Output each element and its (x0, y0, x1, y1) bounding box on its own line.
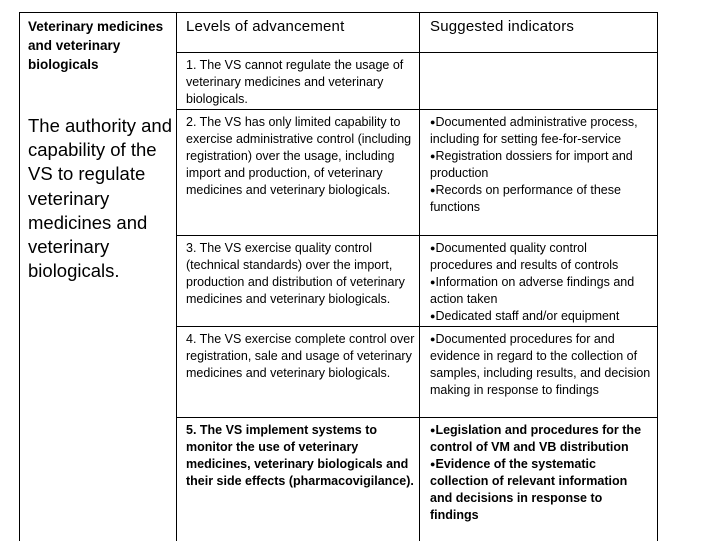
indicator-list (430, 422, 652, 523)
level-row-5 (177, 418, 657, 541)
indicator-text: Evidence of the systematic collection of relevant information and decisions in response to findings (430, 456, 628, 522)
indicator-text: Records on performance of these functions (430, 182, 621, 214)
bullet-icon: ● (430, 276, 436, 287)
indicator-list (430, 114, 652, 215)
header-row (177, 13, 657, 53)
bullet-icon: ● (430, 334, 436, 344)
assessment-table (19, 12, 658, 541)
bullet-icon: ● (430, 150, 436, 161)
indicator-item (430, 331, 652, 399)
indicator-text: Information on adverse findings and action taken (430, 274, 635, 306)
indicator-text: Registration dossiers for import and production (430, 148, 633, 180)
indicator-text: Documented quality control procedures and results of controls (430, 241, 619, 272)
level-row-2 (177, 110, 657, 236)
bullet-icon: ● (430, 117, 436, 127)
indicator-item (430, 308, 652, 325)
bullet-icon: ● (430, 458, 436, 469)
level-row-4 (177, 327, 657, 418)
bullet-icon: ● (430, 243, 436, 253)
level-text: 3. The VS exercise quality control (technical standards) over the import, production and distribution of veterinary medicines and veterinary biologicals. (186, 241, 405, 306)
indicator-item (430, 456, 652, 524)
topic-description: The authority and capability of the VS to regulate veterinary medicines and veterinary biologicals. (28, 115, 172, 282)
indicators-header: Suggested indicators (430, 18, 575, 35)
indicator-list (430, 331, 652, 399)
indicator-item (430, 114, 652, 148)
level-text: 4. The VS exercise complete control over registration, sale and usage of veterinary medicines and veterinary biologicals. (186, 332, 415, 380)
bullet-icon: ● (430, 184, 436, 195)
topic-column (20, 13, 177, 541)
indicator-text: Documented procedures for and evidence in regard to the collection of samples, including results, and decision making in response to findings (430, 332, 651, 397)
indicator-item (430, 274, 652, 308)
indicator-item (430, 182, 652, 216)
level-text: 1. The VS cannot regulate the usage of veterinary medicines and veterinary biologicals. (186, 58, 404, 106)
bullet-icon: ● (430, 310, 436, 321)
indicator-item (430, 422, 652, 456)
indicator-text: Dedicated staff and/or equipment (435, 308, 620, 323)
indicator-item (430, 148, 652, 182)
level-row-1 (177, 53, 657, 110)
topic-heading: Veterinary medicines and veterinary biologicals (28, 19, 164, 72)
level-text: 5. The VS implement systems to monitor the use of veterinary medicines, veterinary biologicals and their side effects (pharmacovigilance). (186, 423, 414, 488)
indicator-list (430, 240, 652, 325)
indicator-text: Legislation and procedures for the control of VM and VB distribution (430, 423, 642, 454)
indicator-text: Documented administrative process, including for setting fee-for-service (430, 115, 638, 146)
levels-header: Levels of advancement (186, 18, 345, 35)
indicator-item (430, 240, 652, 274)
level-text: 2. The VS has only limited capability to exercise administrative control (including registration) over the usage, including import and production, of veterinary medicines and veterinary biologicals. (186, 115, 412, 197)
level-row-3 (177, 236, 657, 327)
bullet-icon: ● (430, 425, 436, 435)
